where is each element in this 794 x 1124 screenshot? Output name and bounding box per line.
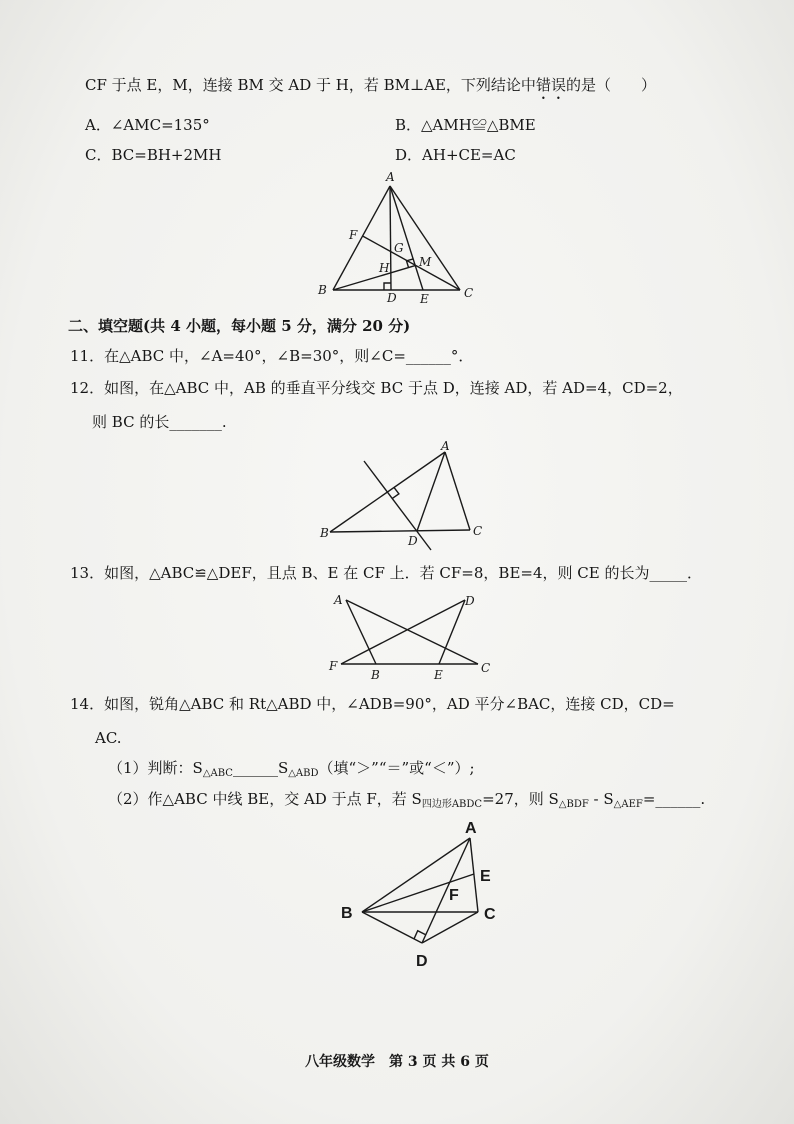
fig12-segment-bc [330,530,470,532]
fig10-label-a: A [386,170,395,184]
q10-option-c: C．BC=BH+2MH [85,146,222,164]
fig10-segment-ad [390,186,391,290]
q14-part2-mid2: - S [588,790,614,808]
fig10-segment-cf [363,236,460,290]
fig13-label-f: F [329,659,338,673]
q10-stem-after: 的是（ ） [565,76,656,94]
fig14-label-e: E [480,868,491,885]
q14-part1-prefix: （1）判断：S [108,759,203,777]
fig13-label-b: B [371,668,380,682]
q14-line1: 14．如图，锐角△ABC 和 Rt△ABD 中，∠ADB=90°，AD 平分∠BAC，连接 CD，CD= [70,695,675,713]
fig10-label-e: E [420,292,429,306]
figure-q14 [341,820,496,970]
fig12-segment-ad [417,452,445,531]
q10-stem-emphasis: 错误 [535,76,566,94]
q12-line2: 则 BC 的长_______. [92,413,227,431]
q14-line2: AC. [95,729,122,747]
q14-part2-mid1: =27，则 S [482,790,559,808]
fig12-right-angle [392,487,399,498]
fig14-segment-dc [422,912,478,943]
q14-part1-suffix: （填“＞”“＝”或“＜”）; [318,759,475,777]
q14-part1-sub2: △ABD [288,768,319,779]
fig14-segment-bd [362,912,422,943]
q13-text: 13．如图，△ABC≌△DEF，且点 B、E 在 CF 上．若 CF=8，BE=4，则 CE 的长为_____． [70,564,702,582]
q10-stem-before: CF 于点 E，M，连接 BM 交 AD 于 H，若 BM⊥AE，下列结论中 [85,76,536,94]
q14-part1-sub1: △ABC [202,768,233,779]
fig14-label-a: A [465,820,477,837]
figure-q10 [317,170,473,306]
figure-q13 [328,593,490,682]
fig12-segment-ac [445,452,470,530]
fig10-segment-ac [390,186,460,290]
fig10-segment-bm [333,266,415,290]
fig13-label-c: C [481,661,491,675]
fig13-segment-df [341,600,465,664]
fig12-label-d: D [408,534,418,548]
fig14-label-d: D [416,953,428,970]
q14-part2-sub2: △BDF [558,799,589,810]
fig14-label-f: F [449,887,459,904]
fig10-label-g: G [394,241,404,255]
figure-q12 [319,439,482,550]
fig13-segment-ac [346,600,478,664]
fig10-label-d: D [387,291,397,305]
fig10-label-m: M [419,255,432,269]
fig14-label-c: C [484,906,496,923]
q10-option-d: D．AH+CE=AC [395,146,516,164]
fig13-label-a: A [334,593,343,607]
fig10-segment-ae [390,186,423,290]
fig10-label-c: C [464,286,474,300]
q14-part2-suffix: =______. [642,790,706,808]
section-heading-fill-in: 二、填空题(共 4 小题，每小题 5 分，满分 20 分) [68,317,411,335]
fig12-perpendicular-bisector [364,461,431,550]
q12-line1: 12．如图，在△ABC 中，AB 的垂直平分线交 BC 于点 D，连接 AD，若 AD=4，CD=2， [70,379,683,397]
q14-part2-prefix: （2）作△ABC 中线 BE，交 AD 于点 F，若 S [108,790,422,808]
fig13-segment-de [439,600,465,664]
fig10-label-h: H [379,261,390,275]
q10-option-a: A．∠AMC=135° [85,116,210,134]
fig12-label-b: B [320,526,329,540]
fig14-label-b: B [341,905,353,922]
fig10-right-angle-d [384,283,391,290]
fig10-label-b: B [318,283,327,297]
q11-text: 11．在△ABC 中，∠A=40°，∠B=30°，则∠C=______°． [70,347,474,365]
fig13-label-d: D [465,594,475,608]
fig13-label-e: E [434,668,443,682]
q14-part2-sub1: 四边形ABDC [421,799,483,810]
q14-part2-sub3: △AEF [613,799,643,810]
fig12-label-a: A [441,439,450,453]
page-footer: 八年级数学 第 3 页 共 6 页 [305,1054,489,1070]
q14-part1-blank: ______S [232,759,289,777]
q10-option-b: B．△AMH≌△BME [395,116,536,134]
fig10-label-f: F [349,228,358,242]
fig12-label-c: C [473,524,483,538]
